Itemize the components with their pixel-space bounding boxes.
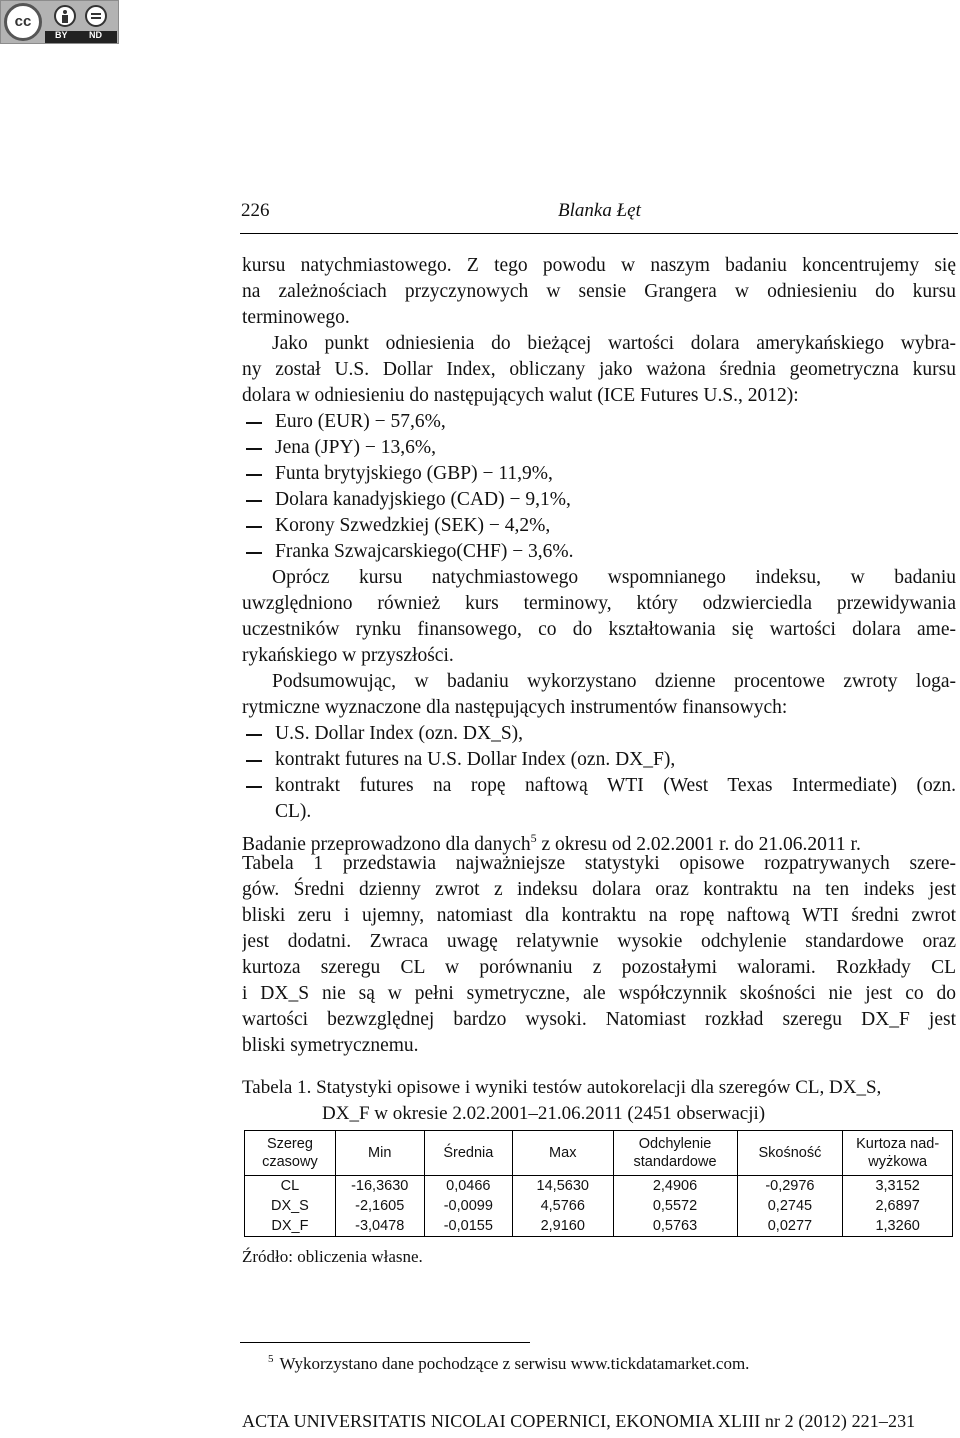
body-line: rytmiczne wyznaczone dla następujących instrumentów finansowych:: [242, 697, 788, 718]
body-line: i DX_S nie są w pełni symetryczne, ale współczynnik skośności nie jest co do: [242, 983, 956, 1004]
body-line: kurtoza szeregu CL w porównaniu z pozostałymi walorami. Rozkłady CL: [242, 957, 956, 978]
table-caption-continued: DX_F w okresie 2.02.2001–21.06.2011 (2451 obserwacji): [322, 1103, 766, 1124]
table-cell: 2,6897: [843, 1196, 953, 1216]
col-header-max: Max: [513, 1131, 614, 1176]
body-line: Podsumowując, w badaniu wykorzystano dzienne procentowe zwroty loga-: [272, 671, 956, 692]
currency-list-item: Jena (JPY) − 13,6%,: [242, 435, 956, 461]
currency-list-item: Korony Szwedzkiej (SEK) − 4,2%,: [242, 513, 956, 539]
table-cell: 3,3152: [843, 1176, 953, 1197]
cc-logo-icon: cc: [4, 3, 42, 41]
table-cell: 0,2745: [737, 1196, 843, 1216]
col-header-mean: Średnia: [424, 1131, 512, 1176]
body-line: [242, 825, 956, 855]
col-header-kurtosis: Kurtoza nad- wyżkowa: [843, 1131, 953, 1176]
table-cell: -0,0155: [424, 1216, 512, 1237]
cc-license-badge: [0, 0, 119, 44]
no-derivatives-icon: [85, 5, 107, 27]
table-cell: 1,3260: [843, 1216, 953, 1237]
body-line: dolara w odniesieniu do następujących walut (ICE Futures U.S., 2012):: [242, 385, 799, 406]
currency-list-item: Funta brytyjskiego (GBP) − 11,9%,: [242, 461, 956, 487]
footnote-text: Wykorzystano dane pochodzące z serwisu www.tickdatamarket.com.: [279, 1354, 750, 1373]
footnote-number: 5: [268, 1353, 274, 1365]
table-cell: 14,5630: [513, 1176, 614, 1197]
body-line: jest dodatni. Zwraca uwagę relatywnie wysokie odchylenie standardowe oraz: [242, 931, 956, 952]
body-line: Jako punkt odniesienia do bieżącej wartości dolara amerykańskiego wybra-: [272, 333, 956, 354]
journal-footer: ACTA UNIVERSITATIS NICOLAI COPERNICI, EKONOMIA XLIII nr 2 (2012) 221–231: [242, 1411, 916, 1431]
table-source-note: Źródło: obliczenia własne.: [242, 1247, 423, 1266]
table-row: [245, 1196, 953, 1216]
table-cell: -0,0099: [424, 1196, 512, 1216]
table-caption: Tabela 1. Statystyki opisowe i wyniki testów autokorelacji dla szeregów CL, DX_S,: [242, 1077, 882, 1098]
col-header-skewness: Skośność: [737, 1131, 843, 1176]
col-header-std: Odchylenie standardowe: [613, 1131, 737, 1176]
table-cell: -2,1605: [335, 1196, 424, 1216]
body-line: bliski symetrycznemu.: [242, 1035, 419, 1056]
table-cell: -16,3630: [335, 1176, 424, 1197]
table-cell: 4,5766: [513, 1196, 614, 1216]
instrument-list-item-continued: CL).: [275, 801, 312, 822]
by-label: BY: [55, 30, 68, 40]
header-rule: [240, 233, 958, 234]
col-header-min: Min: [335, 1131, 424, 1176]
table-row: [245, 1216, 953, 1237]
instrument-list-item: U.S. Dollar Index (ozn. DX_S),: [242, 721, 956, 747]
table-cell: CL: [245, 1176, 336, 1197]
table-cell: 0,0277: [737, 1216, 843, 1237]
table-cell: 0,5572: [613, 1196, 737, 1216]
license-bar: [45, 31, 117, 43]
table-cell: 0,0466: [424, 1176, 512, 1197]
body-line: Oprócz kursu natychmiastowego wspomnianego indeksu, w badaniu: [272, 567, 956, 588]
body-line: wartości bezwzględnej bardzo wysoki. Natomiast rozkład szeregu DX_F jest: [242, 1009, 956, 1030]
article-body: [242, 253, 956, 1127]
nd-label: ND: [89, 30, 102, 40]
attribution-icon: [54, 5, 76, 27]
body-line: gów. Średni dzienny zwrot z indeksu dolara oraz kontraktu na ten indeks jest: [242, 879, 956, 900]
table-cell: -3,0478: [335, 1216, 424, 1237]
body-text: z okresu od 2.02.2001 r. do 21.06.2011 r.: [536, 834, 861, 855]
footnote-reference: 5: [530, 831, 537, 845]
body-text: Badanie przeprowadzono dla danych: [242, 834, 531, 855]
instrument-list-item: kontrakt futures na U.S. Dollar Index (ozn. DX_F),: [242, 747, 956, 773]
currency-list-item: Dolara kanadyjskiego (CAD) − 9,1%,: [242, 487, 956, 513]
table-cell: 0,5763: [613, 1216, 737, 1237]
footnote-rule: [240, 1342, 530, 1343]
body-line: uczestników rynku finansowego, co do kształtowania się wartości dolara ame-: [242, 619, 956, 640]
currency-list-item: Franka Szwajcarskiego(CHF) − 3,6%.: [242, 539, 956, 565]
running-head-author: Blanka Łęt: [558, 200, 641, 221]
table-cell: DX_F: [245, 1216, 336, 1237]
table-cell: -0,2976: [737, 1176, 843, 1197]
table-header-row: [245, 1131, 953, 1176]
table-cell: DX_S: [245, 1196, 336, 1216]
body-line: bliski zeru i ujemny, natomiast dla kontraktu na ropę naftową WTI średni zwrot: [242, 905, 956, 926]
body-line: Tabela 1 przedstawia najważniejsze statystyki opisowe rozpatrywanych szere-: [242, 853, 956, 874]
body-line: rykańskiego w przyszłości.: [242, 645, 454, 666]
col-header-series: Szereg czasowy: [245, 1131, 336, 1176]
body-line: uwzględniono również kurs terminowy, który odzwierciedla przewidywania: [242, 593, 956, 614]
instrument-list-item: kontrakt futures na ropę naftową WTI (West Texas Intermediate) (ozn.: [242, 773, 956, 799]
table-cell: 2,4906: [613, 1176, 737, 1197]
body-line: terminowego.: [242, 307, 350, 328]
table-cell: 2,9160: [513, 1216, 614, 1237]
body-line: kursu natychmiastowego. Z tego powodu w naszym badaniu koncentrujemy się: [242, 255, 956, 276]
currency-list-item: Euro (EUR) − 57,6%,: [242, 409, 956, 435]
footnote: [268, 1353, 749, 1374]
body-line: na zależnościach przyczynowych w sensie Grangera w odniesieniu do kursu: [242, 281, 956, 302]
statistics-table: [244, 1130, 953, 1237]
table-row: [245, 1176, 953, 1197]
page-number: 226: [241, 200, 270, 221]
body-line: ny został U.S. Dollar Index, obliczany jako ważona średnia geometryczna kursu: [242, 359, 956, 380]
